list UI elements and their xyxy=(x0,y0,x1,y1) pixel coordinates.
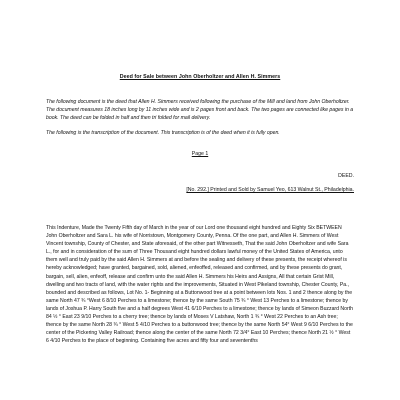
document-title: Deed for Sale between John Oberholtzer and Allen H. Simmers xyxy=(119,74,281,80)
deed-body-text: This Indenture, Made the Twenty Fifth day of March in the year of our Lord one thousand eight hundred and Eighty Six BETWEEN John Oberholtzer and Sara L. his wife of Norristown, Montgomery County, Penna. Of the one part, and Allen H. Simmers of West Vincent township, County of Chester, and State aforesaid, of the other part Witnesseth, That the said John Oberholtzer and wife Sara L., for and in consideration of the sum of Three Thousand eight hundred dollars lawful money of the United States of America, unto them well and truly paid by the said Allen H. Simmers at and before the sealing and delivery of these presents, the receipt whereof is hereby acknowledged; have granted, bargained, sold, aliened, enfeoffed, released and confirmed, and by these presents do grant, bargain, sell, alien, enfeoff, release and confirm unto the said Allen H. Simmers his Heirs and Assigns, All that certain Grist Mill, dwelling and two tracts of land, with the water rights and the improvements, Situated in West Pikeland township, Chester County, Pa., bounded and described as follows, Lot No. 1- Beginning at a Buttonwood tree at a point between lots Nos. 1 and 2 thence along by the same North 47 ¾ °West 6 8/10 Perches to a limestone; thence by the same South 75 ¾ ° West 13 Perches to a limestone; thence by lands of Joshua P. Harry South five and a half degrees West 41 6/10 Perches to a limestone; thence by lands of Simeon Buzzard North 84 ½ ° East 23 9/10 Perches to a cherry tree; thence by lands of Moses V Latshaw, North 1 ¾ ° West 22 Perches to an Ash tree; thence by the same North 28 ¾ ° West 5 4/10 Perches to a buttonwood tree; thence by the same North 54° West 9 6/10 Perches to the center of the Pickering Valley Railroad; thence along the center of the same North 72 3/4° East 10 Perches; thence North 21 ½ ° West 6 4/10 Perches to the place of beginning. Containing five acres and fifty four and seventenths xyxy=(46,225,353,345)
printer-line: [No. 292.] Printed and Sold by Samuel Yeo, 613 Walnut St., Philadelphia. xyxy=(186,187,354,193)
intro-paragraph: The following is the transcription of the document. This transcription is of the deed when it is fully open. xyxy=(46,129,280,136)
intro-paragraph: The following document is the deed that Allen H. Simmers received following the purchase of the Mill and land from John Oberholtzer. The document measures 18 inches long by 11 inches wide and is 2 pages front and back. The two pages are connected like pages in a book. The deed can be folded in half and then tri folded for mail delivery. xyxy=(46,99,354,122)
deed-heading: DEED. xyxy=(338,173,354,179)
intro-section xyxy=(46,98,354,143)
page-label: Page 1 xyxy=(191,151,209,157)
